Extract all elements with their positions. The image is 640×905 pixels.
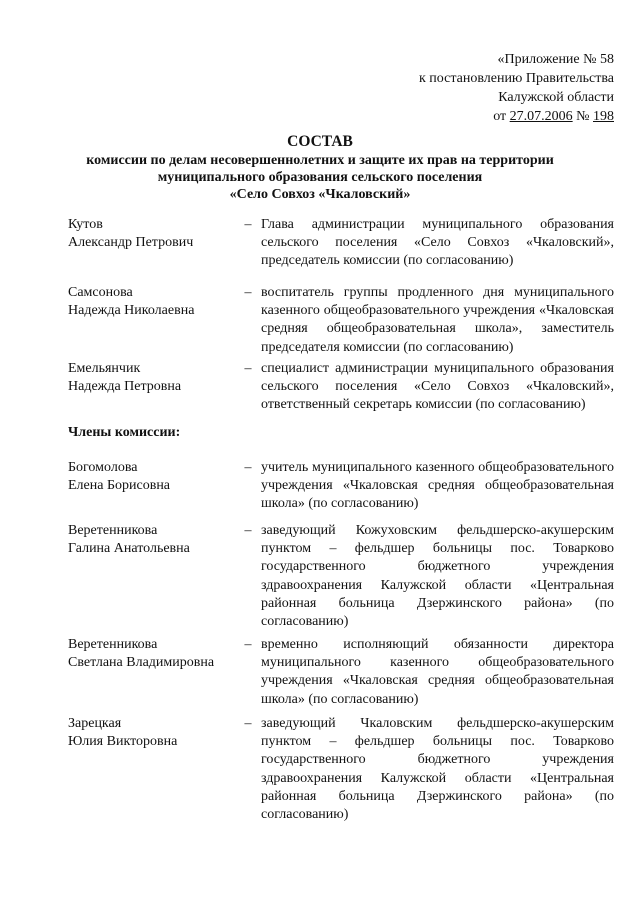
dash-separator: –	[244, 523, 252, 538]
appendix-number: «Приложение № 58	[497, 52, 614, 67]
person-surname: Богомолова	[68, 460, 138, 475]
person-surname: Емельянчик	[68, 361, 141, 376]
person-surname: Веретенникова	[68, 637, 158, 652]
person-role: заведующий Чкаловским фельдшерско-акушерским пунктом – фельдшер больницы пос. Товарково государственного бюджетного учреждения здравоохранения Калужской области «Центральная районная больница Дзержинского района» (по согласованию)	[261, 716, 614, 823]
dash-separator: –	[244, 716, 252, 731]
person-name	[68, 360, 238, 396]
person-role: заведующий Кожуховским фельдшерско-акушерским пунктом – фельдшер больницы пос. Товарково государственного бюджетного учреждения здравоохранения Калужской области «Центральная районная больница Дзержинского района» (по согласованию)	[261, 523, 614, 630]
person-name	[68, 284, 238, 320]
appendix-region-line: Калужской области	[498, 90, 614, 105]
person-role: Глава администрации муниципального образования сельского поселения «Село Совхоз «Чкаловский», председатель комиссии (по согласованию)	[261, 217, 614, 269]
dash-separator: –	[244, 460, 252, 475]
person-role: воспитатель группы продленного дня муниципального казенного общеобразовательного учреждения «Чкаловская средняя общеобразовательная школа», заместитель председателя комиссии (по согласованию)	[261, 285, 614, 355]
person-role: временно исполняющий обязанности директора муниципального казенного общеобразовательного учреждения «Чкаловская средняя общеобразовательная школа» (по согласованию)	[261, 637, 614, 707]
person-given-names: Александр Петрович	[68, 235, 194, 251]
appendix-resolution-line: к постановлению Правительства	[418, 71, 614, 86]
person-role: учитель муниципального казенного общеобразовательного учреждения «Чкаловская средняя общеобразовательная школа» (по согласованию)	[261, 460, 614, 512]
person-surname: Веретенникова	[68, 523, 158, 538]
person-given-names: Надежда Николаевна	[68, 303, 195, 319]
person-name	[68, 459, 238, 495]
person-given-names: Елена Борисовна	[68, 478, 171, 494]
person-given-names: Светлана Владимировна	[68, 655, 215, 671]
person-name	[68, 715, 238, 751]
person-role: специалист администрации муниципального образования сельского поселения «Село Совхоз «Чкаловский», ответственный секретарь комиссии (по согласованию)	[261, 361, 614, 413]
person-given-names: Юлия Викторовна	[68, 734, 178, 750]
dash-separator: –	[244, 217, 252, 232]
subtitle-line-1: комиссии по делам несовершеннолетних и защите их прав на территории	[86, 153, 554, 168]
person-surname: Самсонова	[68, 285, 133, 300]
dash-separator: –	[244, 637, 252, 652]
person-name	[68, 522, 238, 558]
person-name	[68, 216, 238, 252]
document-subtitle	[0, 152, 640, 203]
number-sign: №	[572, 109, 593, 124]
subtitle-line-3: «Село Совхоз «Чкаловский»	[229, 187, 411, 202]
appendix-header	[419, 50, 614, 126]
resolution-number: 198	[593, 109, 614, 124]
document-title: СОСТАВ	[287, 133, 353, 150]
dash-separator: –	[244, 361, 252, 376]
person-surname: Зарецкая	[68, 716, 122, 731]
subtitle-line-2: муниципального образования сельского поселения	[157, 170, 483, 185]
dash-separator: –	[244, 285, 252, 300]
appendix-date-line	[419, 107, 614, 126]
person-surname: Кутов	[68, 217, 103, 232]
person-given-names: Надежда Петровна	[68, 379, 182, 395]
date-prefix: от	[493, 109, 510, 124]
resolution-date: 27.07.2006	[509, 109, 573, 124]
person-name	[68, 636, 238, 672]
person-given-names: Галина Анатольевна	[68, 541, 190, 557]
members-heading: Члены комиссии:	[68, 425, 181, 440]
